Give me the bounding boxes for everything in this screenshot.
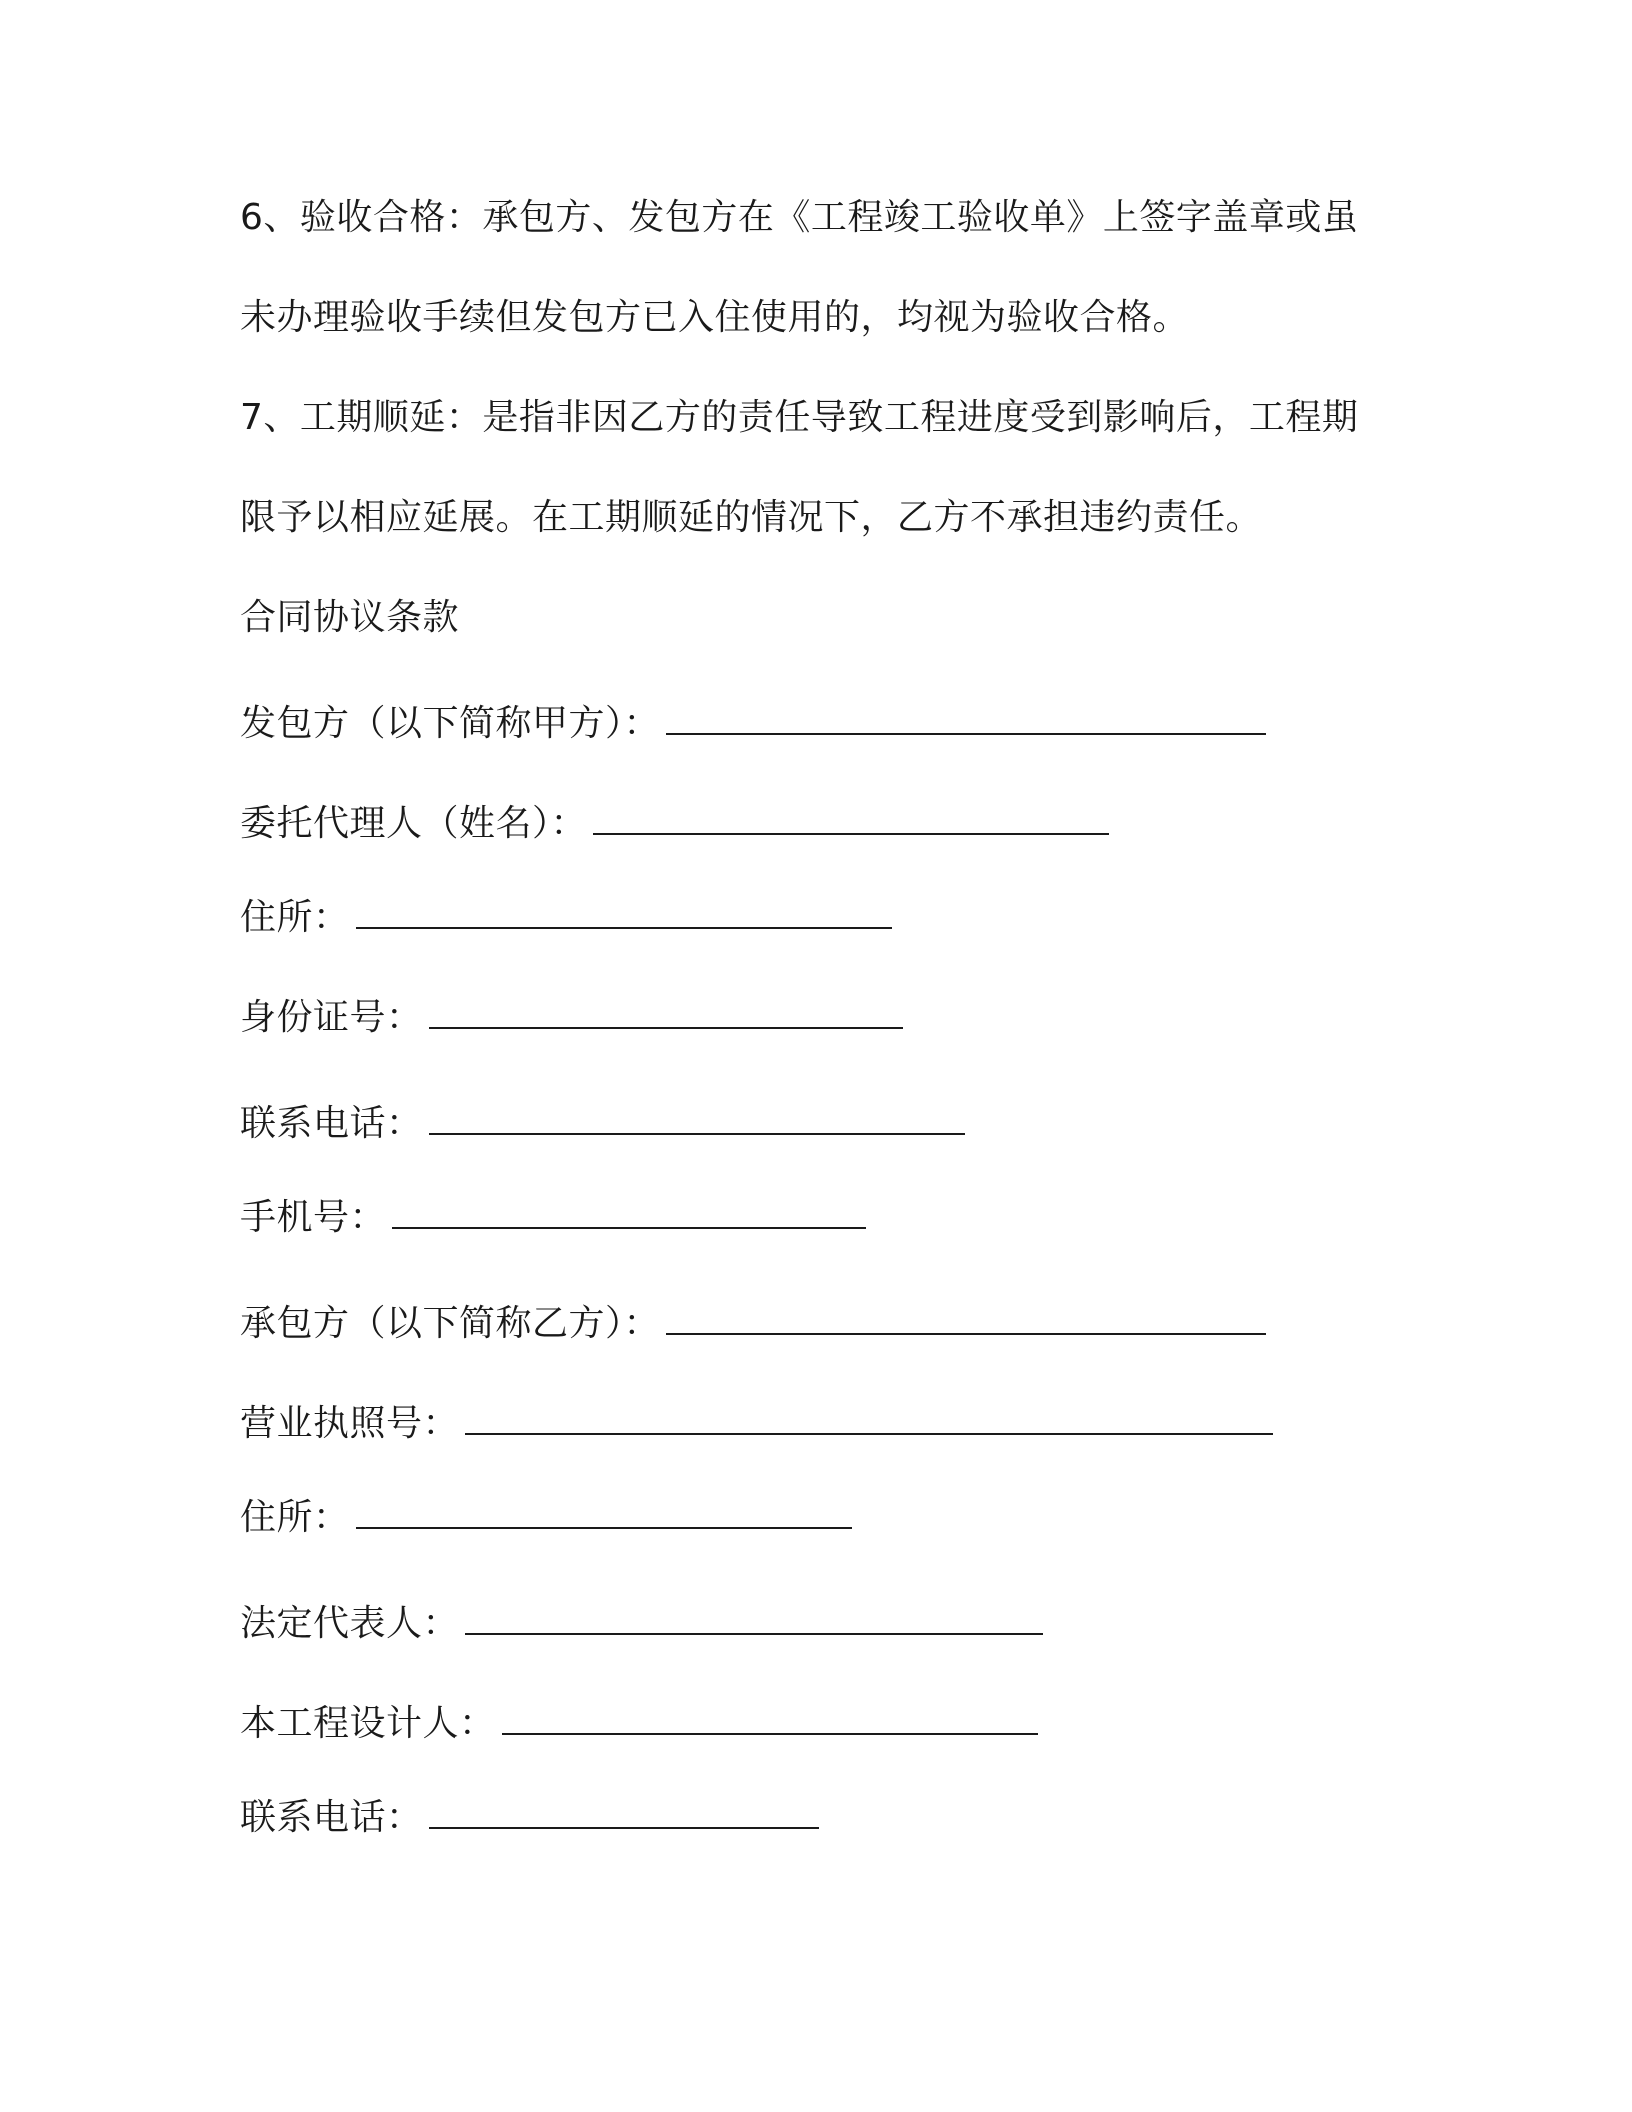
party-b-address-label: 住所： [240, 1497, 350, 1538]
clause-6-line-2: 未办理验收手续但发包方已入住使用的，均视为验收合格。 [240, 297, 1190, 338]
clause-7-line-2: 限予以相应延展。在工期顺延的情况下，乙方不承担违约责任。 [240, 497, 1263, 538]
party-b-address-row [240, 1494, 852, 1542]
clause-6-line-1: 6、验收合格：承包方、发包方在《工程竣工验收单》上签字盖章或虽 [240, 197, 1359, 238]
party-a-id-label: 身份证号： [240, 997, 423, 1038]
party-a-mobile-field[interactable] [392, 1197, 866, 1229]
party-a-address-label: 住所： [240, 897, 350, 938]
party-a-id-row [240, 994, 903, 1042]
party-a-name-row [240, 700, 1266, 748]
party-a-mobile-row [240, 1194, 866, 1242]
party-b-legal-rep-row [240, 1600, 1043, 1648]
party-b-license-label: 营业执照号： [240, 1403, 460, 1444]
party-a-agent-label: 委托代理人（姓名）： [240, 803, 588, 844]
party-a-mobile-label: 手机号： [240, 1197, 387, 1238]
clause-7-line-1: 7、工期顺延：是指非因乙方的责任导致工程进度受到影响后，工程期 [240, 397, 1359, 438]
party-b-name-field[interactable] [666, 1303, 1266, 1335]
party-b-name-label: 承包方（以下简称乙方）： [240, 1303, 661, 1344]
party-a-phone-row [240, 1100, 965, 1148]
party-a-address-row [240, 894, 892, 942]
party-b-name-row [240, 1300, 1266, 1348]
party-a-agent-row [240, 800, 1109, 848]
party-b-designer-row [240, 1700, 1038, 1748]
party-a-name-label: 发包方（以下简称甲方）： [240, 703, 661, 744]
party-b-address-field[interactable] [356, 1497, 852, 1529]
party-a-name-field[interactable] [666, 703, 1266, 735]
party-b-phone-row [240, 1794, 819, 1842]
party-a-phone-label: 联系电话： [240, 1103, 423, 1144]
party-b-legal-rep-field[interactable] [465, 1603, 1043, 1635]
party-a-id-field[interactable] [429, 997, 903, 1029]
section-title: 合同协议条款 [240, 597, 460, 638]
party-b-designer-field[interactable] [502, 1703, 1038, 1735]
party-a-phone-field[interactable] [429, 1103, 965, 1135]
party-b-license-field[interactable] [465, 1403, 1273, 1435]
party-b-phone-field[interactable] [429, 1797, 819, 1829]
party-b-legal-rep-label: 法定代表人： [240, 1603, 460, 1644]
party-b-designer-label: 本工程设计人： [240, 1703, 496, 1744]
party-b-phone-label: 联系电话： [240, 1797, 423, 1838]
party-b-license-row [240, 1400, 1273, 1448]
party-a-address-field[interactable] [356, 897, 892, 929]
party-a-agent-field[interactable] [593, 803, 1109, 835]
